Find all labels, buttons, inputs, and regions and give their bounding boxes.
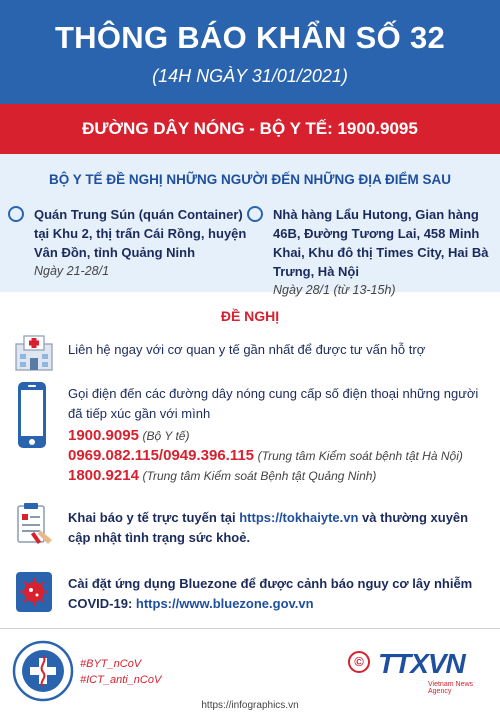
hospital-icon (12, 330, 56, 374)
hotline-row (68, 446, 488, 466)
recommend-text (68, 384, 488, 486)
ttxvn-logo (348, 648, 488, 694)
declare-text-after: và thường xuyên cập nhật tình trạng sức khoẻ. (68, 510, 469, 545)
location-date: Ngày 21-28/1 (34, 264, 110, 278)
hotline-row (68, 426, 488, 446)
bluezone-text: Cài đặt ứng dụng Bluezone để được cảnh báo nguy cơ lây nhiễm COVID-19: (68, 576, 473, 611)
page-title: THÔNG BÁO KHẨN SỐ 32 (54, 20, 446, 55)
hotline-number[interactable]: 1900.9095 (68, 427, 139, 444)
location-bullet-icon (247, 206, 263, 222)
hotline-note: (Trung tâm Kiểm soát bệnh tật Hà Nội) (257, 449, 463, 463)
hashtag: #BYT_nCoV (80, 658, 142, 670)
hashtag: #ICT_anti_nCoV (80, 674, 162, 686)
footer-divider (0, 628, 500, 629)
hotline-number[interactable]: 0969.082.115/0949.396.115 (68, 447, 255, 464)
phone-icon (12, 380, 52, 452)
recommend-text (68, 574, 488, 614)
location-place: Nhà hàng Lẩu Hutong, Gian hàng 46B, Đường Tương Lai, 458 Minh Khai, Khu đô thị Times City, Hai Bà Trưng, Hà Nội (273, 207, 489, 279)
copyright-icon: © (348, 651, 370, 673)
hotline-number[interactable]: 1800.9214 (68, 467, 139, 484)
location-place: Quán Trung Sún (quán Container) tại Khu 2, thị trấn Cái Rồng, huyện Vân Đồn, tỉnh Quảng Ninh (34, 207, 247, 260)
hotline-note: (Bộ Y tế) (142, 429, 190, 443)
hotline-row (68, 466, 488, 486)
hotline-banner: ĐƯỜNG DÂY NÓNG - BỘ Y TẾ: 1900.9095 (0, 104, 500, 154)
ministry-of-health-logo (12, 640, 74, 702)
website-link[interactable]: https://infographics.vn (201, 700, 299, 711)
recommend-text (68, 508, 488, 548)
locations-heading: BỘ Y TẾ ĐỀ NGHỊ NHỮNG NGƯỜI ĐẾN NHỮNG ĐỊA ĐIỂM SAU (49, 172, 451, 187)
ttxvn-brand: TTXVN (378, 648, 465, 679)
declare-text-before: Khai báo y tế trực tuyến tại (68, 510, 240, 525)
location-bullet-icon (8, 206, 24, 222)
header-banner (0, 0, 500, 104)
hotlines-intro: Gọi điện đến các đường dây nóng cung cấp số điện thoại những người đã tiếp xúc gần với mình (68, 386, 479, 421)
recommend-heading: ĐỀ NGHỊ (220, 308, 280, 324)
bluezone-app-icon (12, 570, 56, 614)
location-date: Ngày 28/1 (từ 13-15h) (273, 283, 396, 297)
page-subtitle: (14H NGÀY 31/01/2021) (152, 66, 348, 86)
bluezone-link[interactable]: https://www.bluezone.gov.vn (135, 596, 314, 611)
tokhaiyte-link[interactable]: https://tokhaiyte.vn (239, 510, 359, 525)
recommend-text: Liên hệ ngay với cơ quan y tế gần nhất để được tư vấn hỗ trợ (68, 342, 426, 357)
hashtags (80, 656, 161, 688)
ttxvn-agency: Vietnam News Agency (428, 681, 474, 695)
clipboard-icon (12, 502, 56, 546)
hotline-note: (Trung tâm Kiểm soát Bệnh tật Quảng Ninh) (142, 469, 377, 483)
